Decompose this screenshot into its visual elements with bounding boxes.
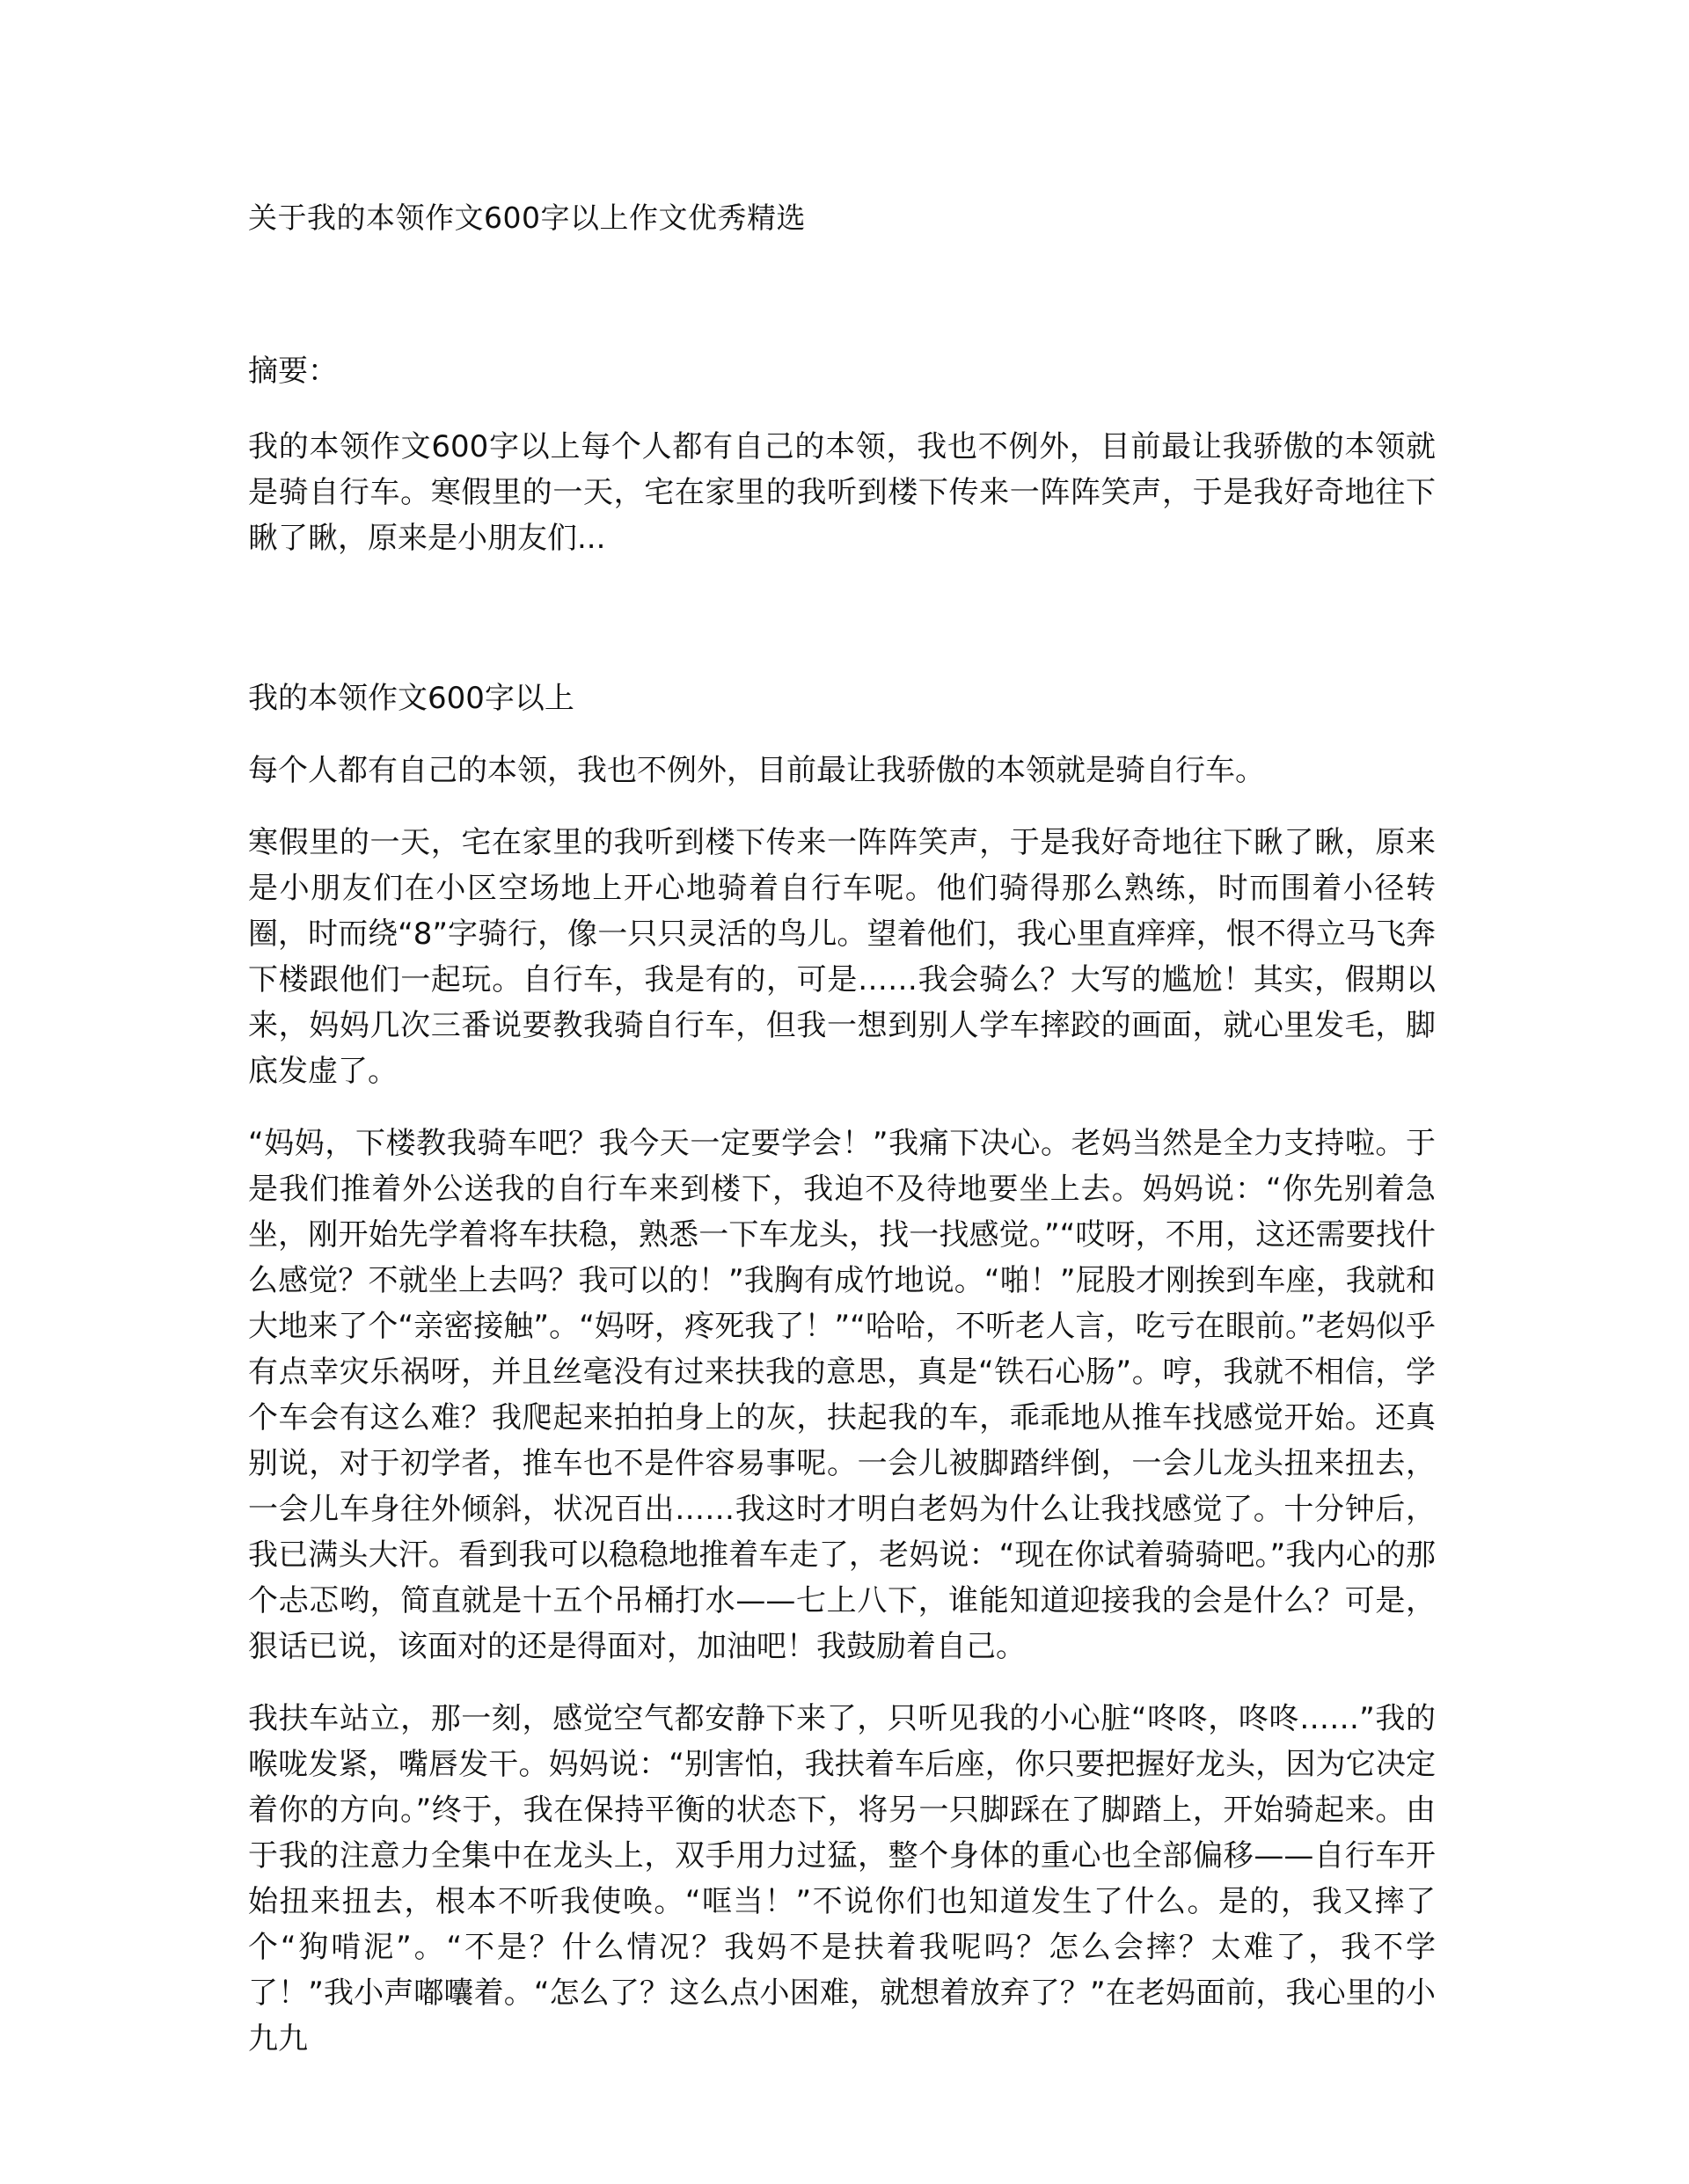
essay-paragraph: “妈妈，下楼教我骑车吧？我今天一定要学会！”我痛下决心。老妈当然是全力支持啦。于是我们推着外公送我的自行车来到楼下，我迫不及待地要坐上去。妈妈说：“你先别着急坐，刚开始先学着将车扶稳，熟悉一下车龙头，找一找感觉。”“哎呀，不用，这还需要找什么感觉？不就坐上去吗？我可以的！”我胸有成竹地说。“啪！”屁股才刚挨到车座，我就和大地来了个“亲密接触”。“妈呀，疼死我了！”“哈哈，不听老人言，吃亏在眼前。”老妈似乎有点幸灾乐祸呀，并且丝毫没有过来扶我的意思，真是“铁石心肠”。哼，我就不相信，学个车会有这么难？我爬起来拍拍身上的灰，扶起我的车，乖乖地从推车找感觉开始。还真别说，对于初学者，推车也不是件容易事呢。一会儿被脚踏绊倒，一会儿龙头扭来扭去，一会儿车身往外倾斜，状况百出……我这时才明白老妈为什么让我找感觉了。十分钟后，我已满头大汗。看到我可以稳稳地推着车走了，老妈说：“现在你试着骑骑吧。”我内心的那个忐忑哟，简直就是十五个吊桶打水——七上八下，谁能知道迎接我的会是什么？可是，狠话已说，该面对的还是得面对，加油吧！我鼓励着自己。 [248, 1126, 1436, 1664]
summary-label: 摘要： [248, 354, 338, 389]
essay-paragraph: 寒假里的一天，宅在家里的我听到楼下传来一阵阵笑声，于是我好奇地往下瞅了瞅，原来是小朋友们在小区空场地上开心地骑着自行车呢。他们骑得那么熟练，时而围着小径转圈，时而绕“8”字骑行，像一只只灵活的鸟儿。望着他们，我心里直痒痒，恨不得立马飞奔下楼跟他们一起玩。自行车，我是有的，可是……我会骑么？大写的尴尬！其实，假期以来，妈妈几次三番说要教我骑自行车，但我一想到别人学车摔跤的画面，就心里发毛，脚底发虚了。 [248, 825, 1436, 1089]
essay-paragraph: 我扶车站立，那一刻，感觉空气都安静下来了，只听见我的小心脏“咚咚，咚咚……”我的喉咙发紧，嘴唇发干。妈妈说：“别害怕，我扶着车后座，你只要把握好龙头，因为它决定着你的方向。”终于，我在保持平衡的状态下，将另一只脚踩在了脚踏上，开始骑起来。由于我的注意力全集中在龙头上，双手用力过猛，整个身体的重心也全部偏移——自行车开始扭来扭去，根本不听我使唤。“哐当！”不说你们也知道发生了什么。是的，我又摔了个“狗啃泥”。“不是？什么情况？我妈不是扶着我呢吗？怎么会摔？太难了，我不学了！”我小声嘟囔着。“怎么了？这么点小困难，就想着放弃了？”在老妈面前，我心里的小九九 [248, 1701, 1436, 2056]
document-title: 关于我的本领作文600字以上作文优秀精选 [248, 201, 806, 235]
summary-text: 我的本领作文600字以上每个人都有自己的本领，我也不例外，目前最让我骄傲的本领就是骑自行车。寒假里的一天，宅在家里的我听到楼下传来一阵阵笑声，于是我好奇地往下瞅了瞅，原来是小朋友们... [248, 429, 1436, 556]
essay-paragraph: 每个人都有自己的本领，我也不例外，目前最让我骄傲的本领就是骑自行车。 [248, 753, 1265, 788]
document-body [248, 195, 1436, 2062]
essay-title: 我的本领作文600字以上 [248, 681, 574, 716]
